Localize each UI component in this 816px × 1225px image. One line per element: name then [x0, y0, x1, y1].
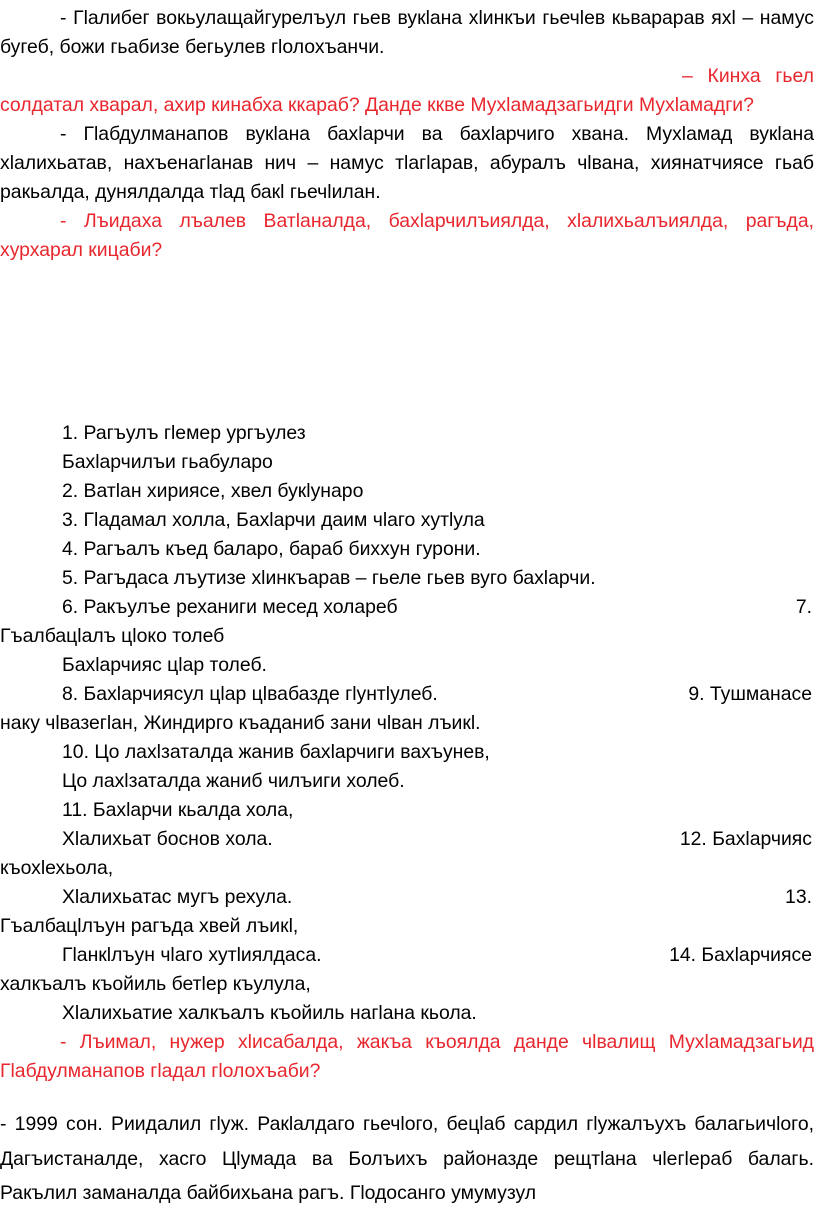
proverb-line: 2. Ватlан хириясе, хвел букlунаро [62, 480, 364, 502]
proverb-line: Хlалихьатас мугъ рехула. [62, 886, 293, 908]
proverb-line-right: 14. Бахlарчиясе [669, 944, 812, 966]
proverb-line: халкъалъ къойиль бетlер къулула, [0, 973, 311, 995]
dialogue-question-1 [0, 62, 814, 120]
proverb-line: Гъалбацlлъун рагъда хвей лъикl, [0, 915, 299, 937]
list-item [0, 767, 814, 796]
dialogue-answer-1: - Гlалибег вокьулащайгурелъул гьев вукlана хlинкъи гьечlев кьварарав яхl – намус бугеб, божи гьабизе бегьулев гlолохъанчи. [0, 7, 814, 58]
proverb-line: Гlанкlлъун чlаго хутlиялдаса. [62, 944, 322, 966]
list-item [0, 477, 814, 506]
proverb-line: 6. Ракъулъе реханиги месед холареб [62, 596, 398, 618]
list-item [0, 564, 814, 593]
proverb-line: 11. Бахlарчи кьалда хола, [62, 799, 294, 821]
proverb-line-right: 7. [795, 596, 812, 618]
list-item [0, 593, 814, 622]
final-question: - Лъимал, нужер хlисабалда, жакъа къоялда данде чlвалищ Мухlамадзагьид Гlабдулманапов гlадал гlолохъаби? [0, 1031, 814, 1082]
list-item [0, 912, 814, 941]
list-item [0, 419, 814, 448]
proverb-line: Бахlарчилъи гьабуларо [62, 451, 273, 473]
list-item [0, 651, 814, 680]
list-item [0, 825, 814, 854]
list-item [0, 448, 814, 477]
proverb-line: 5. Рагъдаса лъутизе хlинкъарав – гьеле гьев вуго бахlарчи. [62, 567, 596, 589]
dialogue-answer-2: - Гlабдулманапов вукlана бахlарчи ва бахlарчиго хвана. Мухlамад вукlана хlалихьатав, нахъенагlанав нич – намус тlагlарав, абуралъ чlвана, хиянатчиясе гьаб ракьалда, дунялдалда тlад бакl гьечlилан. [0, 123, 814, 203]
proverb-line: Гъалбацlалъ цlоко толеб [0, 625, 225, 647]
list-item [0, 883, 814, 912]
dialogue-question-2: - Лъидаха лъалев Ватlаналда, бахlарчилъиялда, хlалихьалъиялда, рагъда, хурхарал кицаби? [0, 210, 814, 261]
list-item [0, 738, 814, 767]
list-item [0, 709, 814, 738]
proverb-line: наку чlвазегlан, Жиндирго къаданиб зани чlван лъикl. [0, 712, 481, 734]
list-item [0, 506, 814, 535]
list-item [0, 680, 814, 709]
proverb-line-right: 9. Тушманасе [688, 683, 812, 705]
list-item [0, 970, 814, 999]
closing-paragraph: - 1999 сон. Риидалил гlуж. Ракlалдаго гьечlого, бецlаб сардил гlужалъухъ балагьичlого, Дагъистаналде, хасго Цlумада ва Болъихъ районазде рещтlана чlегlераб балагь. Ракълил заманалда байбихьана рагъ. Гlодосанго умумузул [0, 1113, 814, 1204]
proverb-line: 3. Гlадамал холла, Бахlарчи даим чlаго хутlула [62, 509, 485, 531]
proverb-line-right: 13. [785, 886, 812, 908]
list-item [0, 622, 814, 651]
proverb-line-right: 12. Бахlарчияс [679, 828, 812, 850]
list-item [0, 535, 814, 564]
list-item [0, 854, 814, 883]
list-item [0, 941, 814, 970]
proverb-line: Хlалихьатие халкъалъ къойиль нагlана кьола. [62, 1002, 477, 1024]
list-item [0, 796, 814, 825]
proverb-line: Бахlарчияс цlар толеб. [62, 654, 267, 676]
proverb-line: Хlалихьат боснов хола. [62, 828, 273, 850]
proverb-line: 8. Бахlарчиясул цlар цlвабазде гlунтlулеб. [62, 683, 438, 705]
proverb-line: Цо лахlзаталда жаниб чилъиги холеб. [62, 770, 405, 792]
proverb-line: къохlехьола, [0, 857, 114, 879]
dialogue-question-1-text: – Кинха гьел солдатал хварал, ахир кинабха ккараб? Данде ккве Мухlамадзагьидги Мухlамадги? [0, 65, 814, 116]
proverb-line: 1. Рагъулъ гlемер ургъулез [62, 422, 306, 444]
proverb-line: 4. Рагъалъ къед баларо, бараб биххун гурони. [62, 538, 481, 560]
proverb-line: 10. Цо лахlзаталда жанив бахlарчиги вахъунев, [62, 741, 490, 763]
list-item [0, 999, 814, 1028]
